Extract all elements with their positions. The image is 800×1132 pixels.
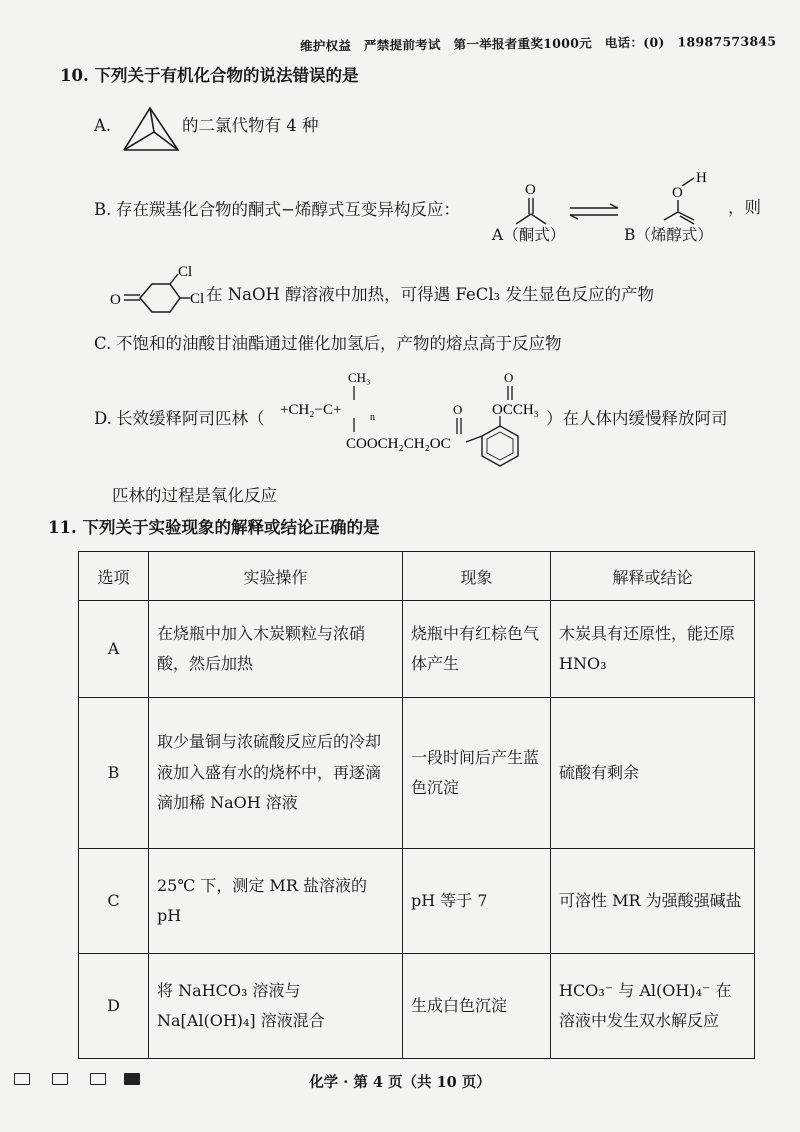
table-row xyxy=(79,954,755,1059)
q10-option-d-label: D. xyxy=(94,409,112,428)
row-operation: 取少量铜与浓硫酸反应后的冷却液加入盛有水的烧杯中，再逐滴滴加稀 NaOH 溶液 xyxy=(149,697,403,848)
repeat-unit-n: n xyxy=(370,412,375,423)
q10-option-c-text: 不饱和的油酸甘油酯通过催化加氢后，产物的熔点高于反应物 xyxy=(116,334,562,353)
row-phenomenon: 一段时间后产生蓝色沉淀 xyxy=(403,697,551,848)
experiment-table xyxy=(78,551,755,1059)
row-phenomenon: 烧瓶中有红棕色气体产生 xyxy=(403,601,551,698)
row-option: D xyxy=(79,954,149,1059)
chlorine-right: Cl xyxy=(190,291,205,307)
polymer-backbone-label: +CH₂−C+ xyxy=(280,402,342,418)
row-conclusion: 可溶性 MR 为强酸强碱盐 xyxy=(551,849,755,954)
q10-option-a-text: 的二氯代物有 4 种 xyxy=(182,116,319,135)
exam-header-notice: 维护权益 严禁提前考试 第一举报者重奖1000元 电话：(0) 18987573845 xyxy=(299,33,777,54)
ketone-caption: A（酮式） xyxy=(492,226,566,244)
row-conclusion: 硫酸有剩余 xyxy=(551,697,755,848)
header-operation: 实验操作 xyxy=(149,552,403,601)
ketone-oxygen: O xyxy=(525,182,536,198)
table-row xyxy=(79,849,755,954)
q10-option-a-label: A. xyxy=(94,116,112,135)
chlorine-upper: Cl xyxy=(178,264,193,280)
enol-hydrogen: H xyxy=(696,170,707,186)
row-conclusion: 木炭具有还原性，能还原 HNO₃ xyxy=(551,601,755,698)
row-operation: 在烧瓶中加入木炭颗粒与浓硝酸，然后加热 xyxy=(149,601,403,698)
row-operation: 25℃ 下，测定 MR 盐溶液的 pH xyxy=(149,849,403,954)
header-phenomenon: 现象 xyxy=(403,552,551,601)
row-option: A xyxy=(79,601,149,698)
q10-option-b-label: B. xyxy=(94,200,112,219)
enol-caption: B（烯醇式） xyxy=(624,226,713,244)
q10-option-c-label: C. xyxy=(94,334,112,353)
acetyl-carbonyl-oxygen: O xyxy=(504,370,514,385)
acetoxy-group-label: OCCH₃ xyxy=(492,402,539,418)
q10-option-b-text: 存在羰基化合物的酮式−烯醇式互变异构反应： xyxy=(116,200,460,219)
dichlorocyclohexanone-structure xyxy=(108,256,218,316)
header-conclusion: 解释或结论 xyxy=(551,552,755,601)
ester-carbonyl-oxygen: O xyxy=(453,402,463,417)
row-operation: 将 NaHCO₃ 溶液与 Na[Al(OH)₄] 溶液混合 xyxy=(149,954,403,1059)
equilibrium-arrows xyxy=(566,202,622,222)
header-option: 选项 xyxy=(79,552,149,601)
table-header-row xyxy=(79,552,755,601)
q10-option-b-then: ，则 xyxy=(728,198,761,217)
ester-chain-label: COOCH₂CH₂OC xyxy=(346,436,451,452)
enol-oxygen: O xyxy=(672,185,683,201)
methyl-group-label: CH₃ xyxy=(348,370,371,385)
row-option: B xyxy=(79,697,149,848)
table-row xyxy=(79,601,755,698)
q10-option-d-line2: 匹林的过程是氧化反应 xyxy=(112,486,277,505)
row-conclusion: HCO₃⁻ 与 Al(OH)₄⁻ 在溶液中发生双水解反应 xyxy=(551,954,755,1059)
q10-option-d-text-before: 长效缓释阿司匹林（ xyxy=(116,409,265,428)
sustained-release-aspirin-structure xyxy=(278,362,554,472)
q10-option-b-line2: 在 NaOH 醇溶液中加热，可得遇 FeCl₃ 发生显色反应的产物 xyxy=(206,285,654,304)
ring-oxygen: O xyxy=(110,292,121,308)
row-phenomenon: 生成白色沉淀 xyxy=(403,954,551,1059)
page-footer: 化学 · 第 4 页（共 10 页） xyxy=(309,1074,491,1091)
question-10-title: 10. 下列关于有机化合物的说法错误的是 xyxy=(60,66,359,85)
q10-option-d-text-after: ）在人体内缓慢释放阿司 xyxy=(546,409,728,428)
bicyclobutane-structure xyxy=(116,100,186,156)
table-row xyxy=(79,697,755,848)
row-option: C xyxy=(79,849,149,954)
question-11-title: 11. 下列关于实验现象的解释或结论正确的是 xyxy=(48,518,380,537)
row-phenomenon: pH 等于 7 xyxy=(403,849,551,954)
